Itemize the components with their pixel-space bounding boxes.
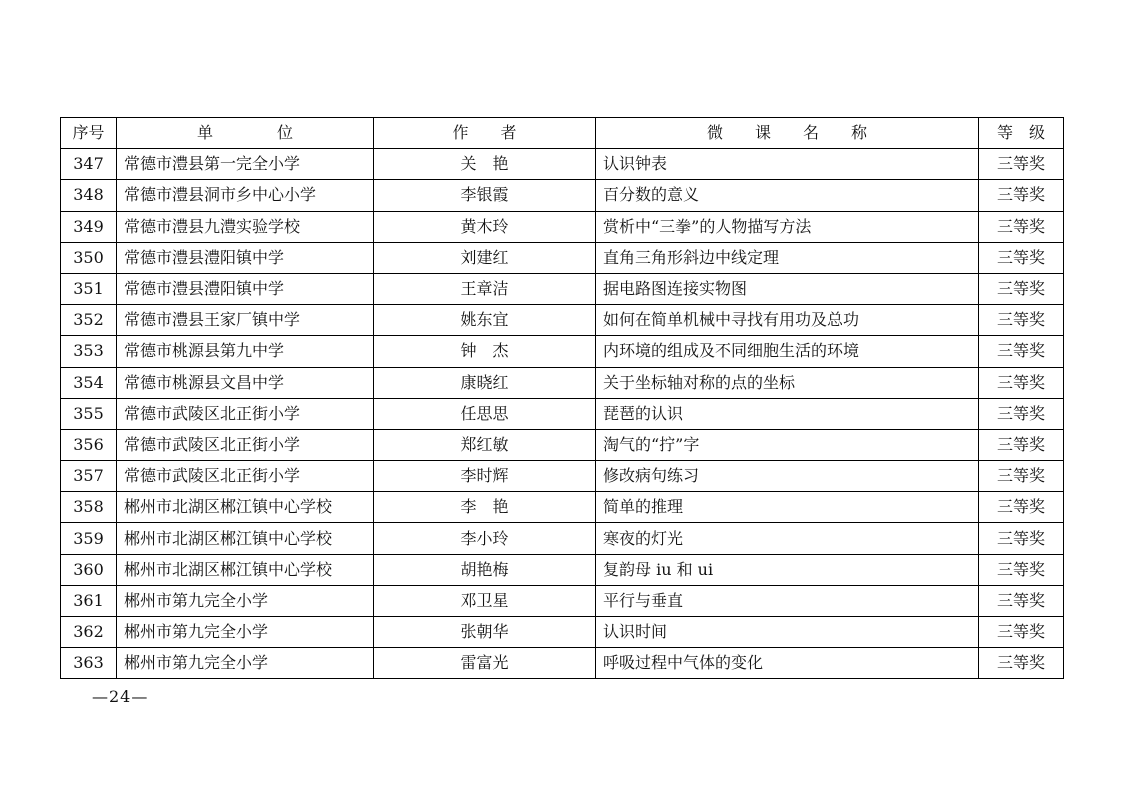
cell-course-title: 琵琶的认识 xyxy=(596,398,979,429)
cell-course-title: 简单的推理 xyxy=(596,492,979,523)
table-row xyxy=(61,336,1064,367)
table-row xyxy=(61,585,1064,616)
cell-serial-number: 347 xyxy=(61,149,117,180)
cell-award-level: 三等奖 xyxy=(979,305,1064,336)
table-row xyxy=(61,617,1064,648)
cell-unit: 郴州市第九完全小学 xyxy=(117,617,374,648)
table-body xyxy=(61,149,1064,679)
table-row xyxy=(61,305,1064,336)
cell-award-level: 三等奖 xyxy=(979,367,1064,398)
cell-award-level: 三等奖 xyxy=(979,398,1064,429)
cell-serial-number: 360 xyxy=(61,554,117,585)
cell-author: 李 艳 xyxy=(374,492,596,523)
cell-serial-number: 361 xyxy=(61,585,117,616)
cell-course-title: 据电路图连接实物图 xyxy=(596,273,979,304)
cell-course-title: 呼吸过程中气体的变化 xyxy=(596,648,979,679)
cell-course-title: 修改病句练习 xyxy=(596,461,979,492)
cell-author: 邓卫星 xyxy=(374,585,596,616)
cell-award-level: 三等奖 xyxy=(979,273,1064,304)
table-row xyxy=(61,523,1064,554)
table-row xyxy=(61,429,1064,460)
header-award-level: 等 级 xyxy=(979,118,1064,149)
cell-course-title: 内环境的组成及不同细胞生活的环境 xyxy=(596,336,979,367)
table-row xyxy=(61,211,1064,242)
cell-author: 李时辉 xyxy=(374,461,596,492)
table-row xyxy=(61,273,1064,304)
cell-course-title: 百分数的意义 xyxy=(596,180,979,211)
cell-unit: 常德市澧县澧阳镇中学 xyxy=(117,242,374,273)
cell-course-title: 认识时间 xyxy=(596,617,979,648)
cell-author: 胡艳梅 xyxy=(374,554,596,585)
cell-unit: 郴州市北湖区郴江镇中心学校 xyxy=(117,554,374,585)
table-row xyxy=(61,180,1064,211)
table-header-row xyxy=(61,118,1064,149)
cell-author: 王章洁 xyxy=(374,273,596,304)
cell-serial-number: 362 xyxy=(61,617,117,648)
cell-serial-number: 355 xyxy=(61,398,117,429)
cell-author: 李银霞 xyxy=(374,180,596,211)
cell-course-title: 赏析中“三拳”的人物描写方法 xyxy=(596,211,979,242)
cell-unit: 常德市澧县洞市乡中心小学 xyxy=(117,180,374,211)
header-course-title: 微 课 名 称 xyxy=(596,118,979,149)
cell-unit: 常德市武陵区北正街小学 xyxy=(117,429,374,460)
cell-unit: 郴州市北湖区郴江镇中心学校 xyxy=(117,492,374,523)
award-table xyxy=(60,117,1064,679)
table-row xyxy=(61,149,1064,180)
cell-award-level: 三等奖 xyxy=(979,429,1064,460)
cell-serial-number: 357 xyxy=(61,461,117,492)
cell-author: 李小玲 xyxy=(374,523,596,554)
cell-unit: 常德市武陵区北正街小学 xyxy=(117,398,374,429)
table-row xyxy=(61,554,1064,585)
cell-author: 张朝华 xyxy=(374,617,596,648)
table-row xyxy=(61,461,1064,492)
table-row xyxy=(61,398,1064,429)
cell-award-level: 三等奖 xyxy=(979,461,1064,492)
cell-author: 雷富光 xyxy=(374,648,596,679)
cell-serial-number: 350 xyxy=(61,242,117,273)
cell-unit: 常德市澧县澧阳镇中学 xyxy=(117,273,374,304)
cell-course-title: 关于坐标轴对称的点的坐标 xyxy=(596,367,979,398)
cell-unit: 郴州市第九完全小学 xyxy=(117,585,374,616)
cell-award-level: 三等奖 xyxy=(979,554,1064,585)
cell-author: 钟 杰 xyxy=(374,336,596,367)
cell-course-title: 平行与垂直 xyxy=(596,585,979,616)
cell-course-title: 复韵母 iu 和 ui xyxy=(596,554,979,585)
table-row xyxy=(61,242,1064,273)
header-serial-number: 序号 xyxy=(61,118,117,149)
cell-award-level: 三等奖 xyxy=(979,523,1064,554)
cell-course-title: 认识钟表 xyxy=(596,149,979,180)
cell-author: 姚东宜 xyxy=(374,305,596,336)
cell-serial-number: 349 xyxy=(61,211,117,242)
cell-author: 关 艳 xyxy=(374,149,596,180)
header-unit: 单 位 xyxy=(117,118,374,149)
cell-course-title: 直角三角形斜边中线定理 xyxy=(596,242,979,273)
cell-serial-number: 363 xyxy=(61,648,117,679)
cell-author: 黄木玲 xyxy=(374,211,596,242)
cell-award-level: 三等奖 xyxy=(979,149,1064,180)
cell-unit: 常德市桃源县第九中学 xyxy=(117,336,374,367)
table-row xyxy=(61,648,1064,679)
cell-unit: 常德市澧县王家厂镇中学 xyxy=(117,305,374,336)
cell-course-title: 淘气的“拧”字 xyxy=(596,429,979,460)
cell-award-level: 三等奖 xyxy=(979,492,1064,523)
cell-author: 康晓红 xyxy=(374,367,596,398)
cell-serial-number: 356 xyxy=(61,429,117,460)
cell-serial-number: 353 xyxy=(61,336,117,367)
cell-unit: 常德市桃源县文昌中学 xyxy=(117,367,374,398)
cell-unit: 常德市澧县九澧实验学校 xyxy=(117,211,374,242)
cell-award-level: 三等奖 xyxy=(979,242,1064,273)
cell-award-level: 三等奖 xyxy=(979,617,1064,648)
cell-author: 刘建红 xyxy=(374,242,596,273)
cell-award-level: 三等奖 xyxy=(979,336,1064,367)
cell-unit: 郴州市第九完全小学 xyxy=(117,648,374,679)
cell-course-title: 寒夜的灯光 xyxy=(596,523,979,554)
cell-serial-number: 354 xyxy=(61,367,117,398)
cell-award-level: 三等奖 xyxy=(979,648,1064,679)
cell-author: 任思思 xyxy=(374,398,596,429)
cell-author: 郑红敏 xyxy=(374,429,596,460)
cell-unit: 郴州市北湖区郴江镇中心学校 xyxy=(117,523,374,554)
page-number: —24— xyxy=(92,687,149,706)
cell-award-level: 三等奖 xyxy=(979,585,1064,616)
cell-serial-number: 351 xyxy=(61,273,117,304)
cell-course-title: 如何在简单机械中寻找有用功及总功 xyxy=(596,305,979,336)
cell-serial-number: 352 xyxy=(61,305,117,336)
table-row xyxy=(61,367,1064,398)
header-author: 作 者 xyxy=(374,118,596,149)
cell-serial-number: 358 xyxy=(61,492,117,523)
cell-unit: 常德市澧县第一完全小学 xyxy=(117,149,374,180)
table-row xyxy=(61,492,1064,523)
cell-award-level: 三等奖 xyxy=(979,180,1064,211)
cell-unit: 常德市武陵区北正街小学 xyxy=(117,461,374,492)
cell-award-level: 三等奖 xyxy=(979,211,1064,242)
cell-serial-number: 359 xyxy=(61,523,117,554)
cell-serial-number: 348 xyxy=(61,180,117,211)
